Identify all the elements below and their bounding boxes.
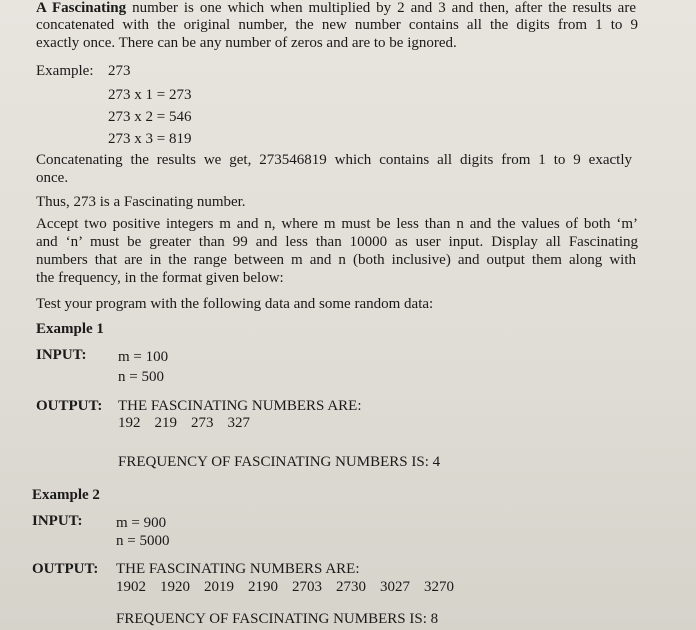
example-2-number: 1920	[160, 579, 190, 595]
example-2-numbers	[116, 579, 468, 596]
example-1-input-label: INPUT:	[36, 347, 87, 363]
example-2-output-heading: THE FASCINATING NUMBERS ARE:	[116, 561, 360, 577]
example-2-n: n = 5000	[116, 533, 170, 549]
intro-bold-term: A Fascinating	[36, 0, 127, 16]
example-2-number: 3270	[424, 579, 454, 595]
example-1-number: 192	[118, 415, 141, 431]
example-1-title: Example 1	[36, 321, 104, 337]
thus-line: Thus, 273 is a Fascinating number.	[36, 194, 246, 210]
example-2-number: 3027	[380, 579, 410, 595]
example-1-output-label: OUTPUT:	[36, 398, 103, 414]
example-number: 273	[108, 63, 131, 79]
example-2-number: 2703	[292, 579, 322, 595]
task-line-4: the frequency, in the format given below:	[36, 270, 284, 286]
intro-line-1-text: number is one which when multiplied by 2 and 3 and then, after the results are	[132, 0, 636, 16]
task-line-2: and ‘n’ must be greater than 99 and less than 10000 as user input. Display all Fascinating	[36, 234, 638, 250]
intro-line-1	[36, 0, 636, 17]
calc-line-2: 273 x 2 = 546	[108, 109, 192, 125]
example-1-output-heading: THE FASCINATING NUMBERS ARE:	[118, 398, 362, 414]
example-2-output-label: OUTPUT:	[32, 561, 99, 577]
test-line: Test your program with the following data and some random data:	[36, 296, 434, 312]
example-2-number: 1902	[116, 579, 146, 595]
task-line-1: Accept two positive integers m and n, where m must be less than n and the values of both ‘m’	[36, 216, 638, 232]
task-line-3: numbers that are in the range between m and n (both inclusive) and output them along with	[36, 252, 636, 268]
example-2-number: 2730	[336, 579, 366, 595]
calc-line-3: 273 x 3 = 819	[108, 131, 192, 147]
intro-line-2: concatenated with the original number, the new number contains all the digits from 1 to 9	[36, 17, 638, 33]
example-2-input-label: INPUT:	[32, 513, 83, 529]
example-1-number: 327	[227, 415, 250, 431]
intro-line-3: exactly once. There can be any number of zeros and are to be ignored.	[36, 35, 457, 51]
example-1-number: 219	[154, 415, 177, 431]
example-2-frequency: FREQUENCY OF FASCINATING NUMBERS IS: 8	[116, 611, 439, 627]
example-label: Example:	[36, 63, 94, 79]
example-1-number: 273	[191, 415, 214, 431]
calc-line-1: 273 x 1 = 273	[108, 87, 192, 103]
example-2-number: 2190	[248, 579, 278, 595]
concat-line-2: once.	[36, 170, 69, 186]
example-1-numbers	[118, 415, 264, 432]
example-1-m: m = 100	[118, 349, 169, 365]
concat-line-1: Concatenating the results we get, 273546819 which contains all digits from 1 to 9 exactly	[36, 152, 632, 168]
example-2-title: Example 2	[32, 487, 100, 503]
example-2-number: 2019	[204, 579, 234, 595]
example-2-m: m = 900	[116, 515, 167, 531]
example-1-frequency: FREQUENCY OF FASCINATING NUMBERS IS: 4	[118, 454, 441, 470]
example-1-n: n = 500	[118, 369, 164, 385]
